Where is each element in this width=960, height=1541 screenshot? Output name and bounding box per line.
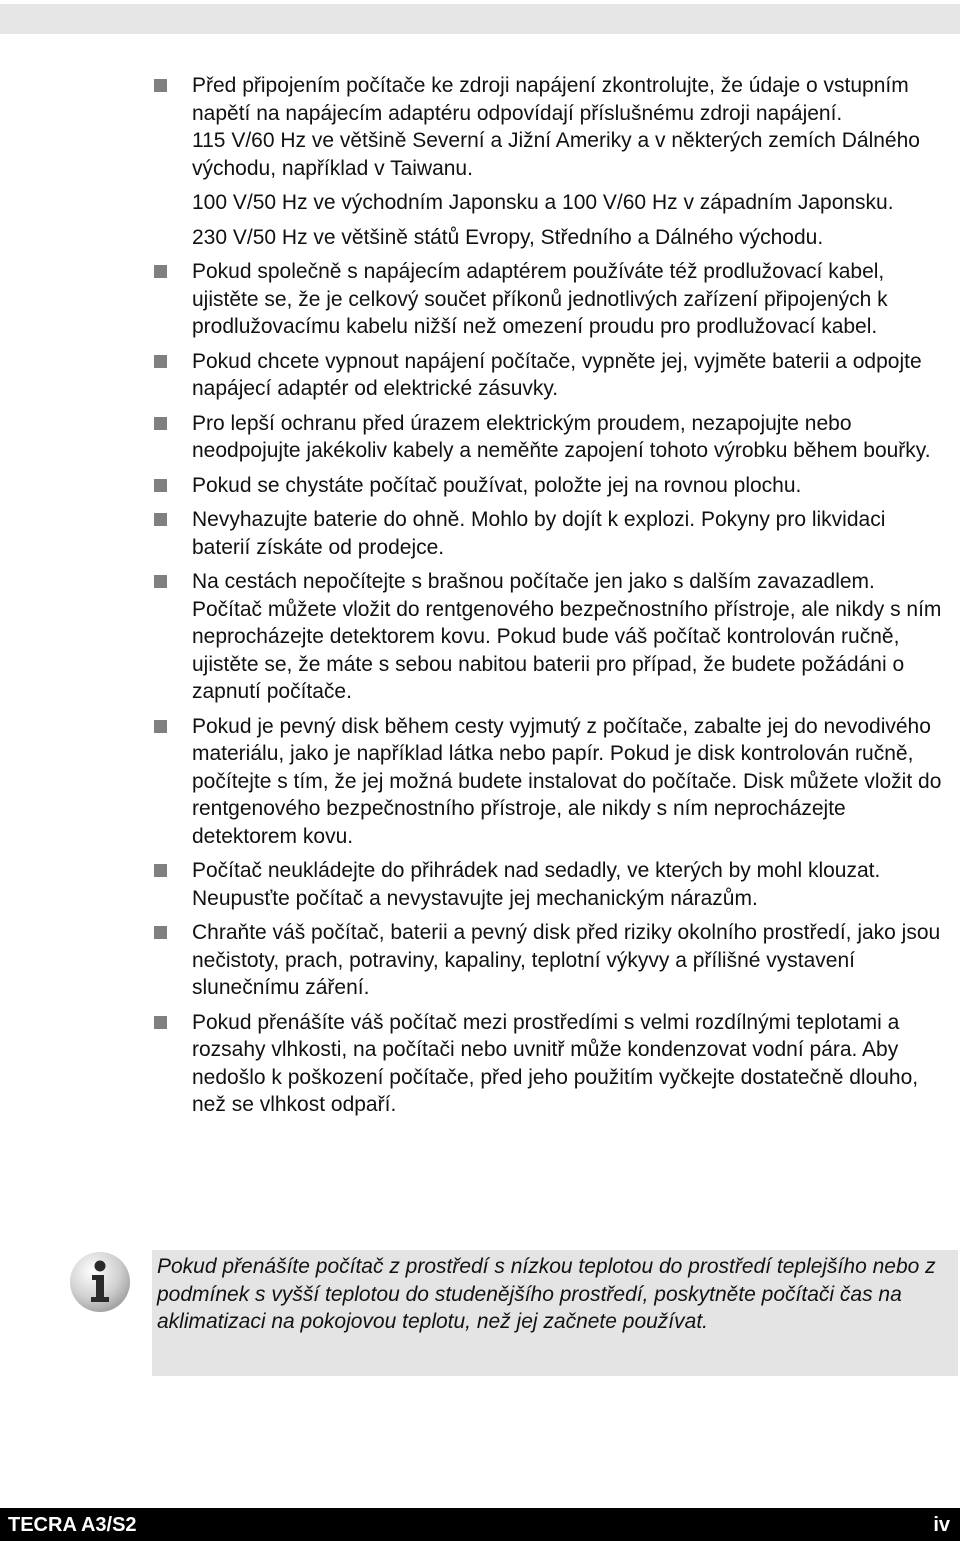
list-item-text: Pro lepší ochranu před úrazem elektrickým proudem, nezapojujte nebo neodpojujte jakékoliv kabely a neměňte zapojení tohoto výrobku během bouřky. — [192, 411, 931, 462]
list-item — [152, 348, 942, 403]
list-item-text: Chraňte váš počítač, baterii a pevný disk před riziky okolního prostředí, jako jsou nečistoty, prach, potraviny, kapaliny, teplotní výkyvy a přílišné vystavení slunečnímu záření. — [192, 921, 941, 999]
list-item-text: Pokud společně s napájecím adaptérem používáte též prodlužovací kabel, ujistěte se, že je celkový součet příkonů jednotlivých zařízení připojených k prodlužovacímu kabelu nižší než omezení proudu pro prodlužovací kabel. — [192, 260, 888, 338]
list-item — [152, 472, 942, 500]
list-item-text: Pokud je pevný disk během cesty vyjmutý z počítače, zabalte jej do nevodivého materiálu, jako je například látka nebo papír. Pokud je disk kontrolován ručně, počítejte s tím, že jej možná budete instalovat do počítače. Disk můžete vložit do rentgenového bezpečnostního přístroje, ale nikdy s ním neprocházejte detektorem kovu. — [192, 714, 942, 848]
footer-bar — [0, 1508, 960, 1541]
bullet-square-icon — [154, 513, 167, 526]
bullet-square-icon — [154, 265, 167, 278]
bullet-square-icon — [154, 479, 167, 492]
safety-list — [152, 72, 942, 1126]
product-name: TECRA A3/S2 — [8, 1514, 137, 1536]
page-number: iv — [933, 1514, 950, 1536]
list-item — [152, 506, 942, 561]
list-item-text: Nevyhazujte baterie do ohně. Mohlo by dojít k explozi. Pokyny pro likvidaci baterií získáte od prodejce. — [192, 508, 886, 559]
header-bar — [0, 4, 960, 34]
note-box — [152, 1250, 958, 1376]
bullet-square-icon — [154, 720, 167, 733]
list-item-text: Pokud chcete vypnout napájení počítače, vypněte jej, vyjměte baterii a odpojte napájecí adaptér od elektrické zásuvky. — [192, 349, 922, 400]
list-item — [152, 1009, 942, 1119]
list-item-text: Před připojením počítače ke zdroji napájení zkontrolujte, že údaje o vstupním napětí na napájecím adaptéru odpovídají příslušnému zdroji napájení. — [192, 74, 909, 125]
list-item — [152, 410, 942, 465]
info-icon — [68, 1250, 132, 1314]
bullet-square-icon — [154, 864, 167, 877]
list-item — [152, 857, 942, 912]
list-item-text: Pokud přenášíte váš počítač mezi prostředími s velmi rozdílnými teplotami a rozsahy vlhkosti, na počítači nebo uvnitř může kondenzovat vodní pára. Aby nedošlo k poškození počítače, před jeho použitím vyčkejte dostatečně dlouho, než se vlhkost odpaří. — [192, 1010, 919, 1116]
voltage-item: 230 V/50 Hz ve většině států Evropy, Středního a Dálného východu. — [192, 225, 824, 249]
list-item — [152, 919, 942, 1002]
list-item — [152, 72, 942, 251]
bullet-square-icon — [154, 355, 167, 368]
bullet-square-icon — [154, 1016, 167, 1029]
voltage-item: 115 V/60 Hz ve většině Severní a Jižní Ameriky a v některých zemích Dálného východu, například v Taiwanu. — [192, 129, 920, 180]
list-item — [152, 258, 942, 341]
list-item-text: Na cestách nepočítejte s brašnou počítače jen jako s dalším zavazadlem. Počítač můžete vložit do rentgenového bezpečnostního přístroje, ale nikdy s ním neprocházejte detektorem kovu. Pokud bude váš počítač kontrolován ručně, ujistěte se, že máte s sebou nabitou baterii pro případ, že budete požádáni o zapnutí počítače. — [192, 570, 942, 703]
voltage-item: 100 V/50 Hz ve východním Japonsku a 100 V/60 Hz v západním Japonsku. — [192, 191, 894, 214]
voltage-sublist — [192, 127, 942, 251]
note-text: Pokud přenášíte počítač z prostředí s nízkou teplotou do prostředí teplejšího nebo z podmínek s vyšší teplotou do studenějšího prostředí, poskytněte počítači čas na aklimatizaci na pokojovou teplotu, než jej začnete používat. — [157, 1255, 936, 1333]
list-item-text: Počítač neukládejte do přihrádek nad sedadly, ve kterých by mohl klouzat. Neupusťte počítač a nevystavujte jej mechanickým nárazům. — [192, 859, 881, 910]
bullet-square-icon — [154, 926, 167, 939]
list-item — [152, 713, 942, 851]
list-item — [152, 568, 942, 706]
list-item-text: Pokud se chystáte počítač používat, položte jej na rovnou plochu. — [192, 473, 802, 497]
bullet-square-icon — [154, 417, 167, 430]
bullet-square-icon — [154, 79, 167, 92]
bullet-square-icon — [154, 575, 167, 588]
